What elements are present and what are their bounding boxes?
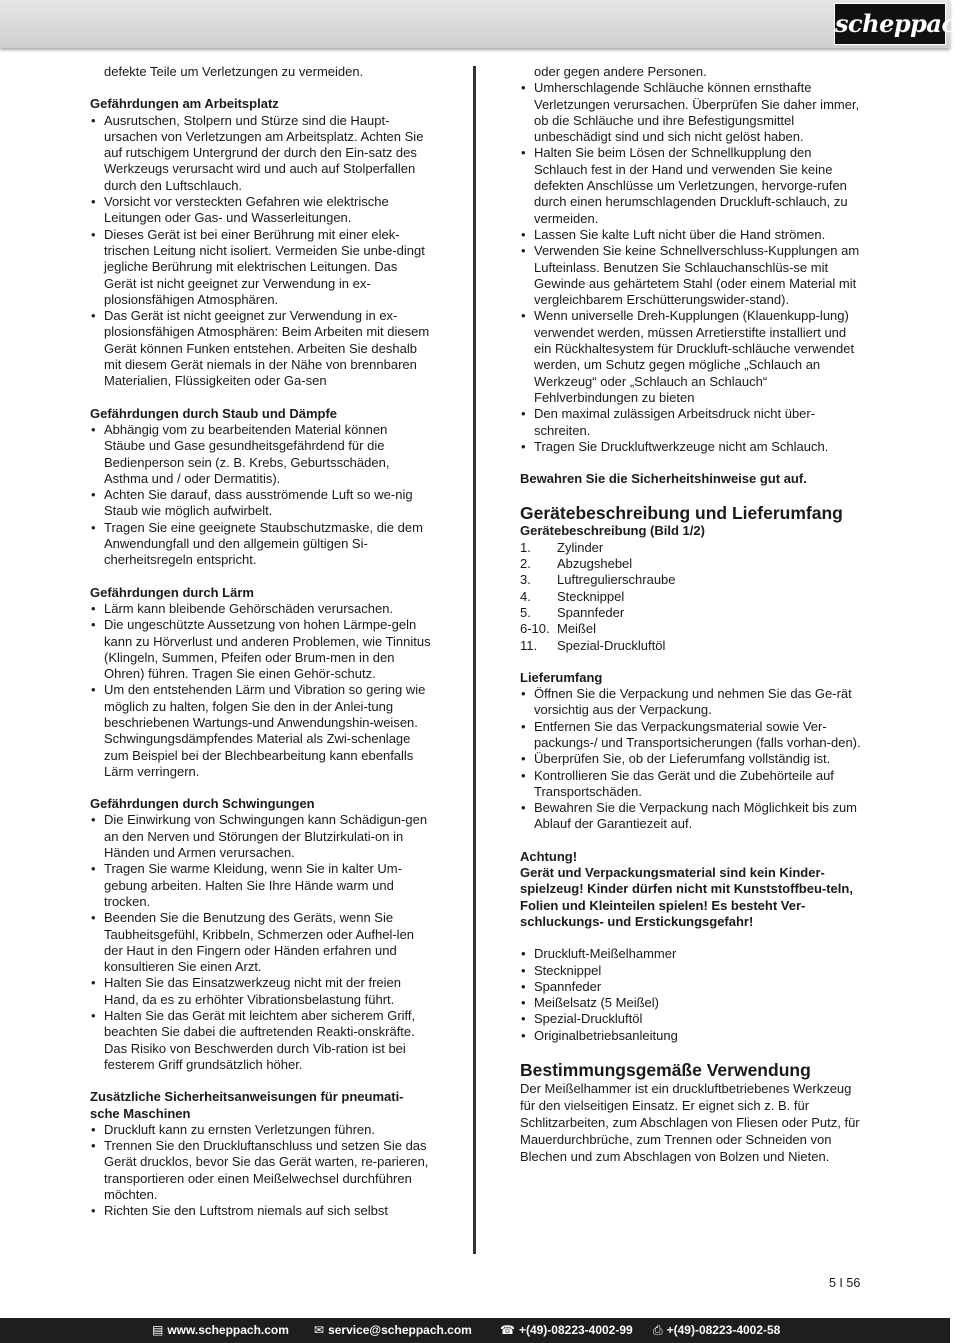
footer-phone[interactable]: ☎ +(49)-08223-4002-99	[500, 1323, 633, 1337]
part-item	[520, 621, 862, 637]
part-label: Spannfeder	[557, 604, 625, 620]
list-item: • Halten Sie das Gerät mit leichtem aber sicherem Griff, beachten Sie dabei die auftretenden Reakti-onskräfte. Das Risiko von Beschwerden durch Vib-ration ist bei festerem Griff grundsätzlich höher.	[90, 1008, 432, 1073]
list-item: • Abhängig vom zu bearbeitenden Material können Stäube und Gase gesundheitsgefährdend für die Bedienperson sein (z. B. Krebs, Geburtsschäden, Asthma und / oder Dermatitis).	[90, 422, 432, 487]
list-item: • Ausrutschen, Stolpern und Stürze sind die Haupt-ursachen von Verletzungen am Arbeitsplatz. Achten Sie auf rutschigem Untergrund der durch den Ein-satz des Werkzeugs verursacht wird und auch auf Stolperfallen durch den Luftschlauch.	[90, 113, 432, 194]
footer-bar	[0, 1318, 950, 1343]
list-item: • Trennen Sie den Druckluftanschluss und setzen Sie das Gerät drucklos, bevor Sie das Gerät warten, re-parieren, transportieren oder einen Meißelwechsel durchführen möchten.	[90, 1138, 432, 1203]
part-number: 11.	[520, 637, 538, 653]
section-heading: Gefährdungen durch Lärm	[90, 584, 254, 600]
list-item: • Die Einwirkung von Schwingungen kann Schädigun-gen an den Nerven und Störungen der Blutzirkulati-on in Händen und Armen verursachen.	[90, 812, 432, 861]
part-item	[520, 589, 862, 605]
list-item: • Tragen Sie eine geeignete Staubschutzmaske, die dem Anwendungfall und den allgemein gültigen Si-cherheitsregeln entspricht.	[90, 520, 432, 569]
part-item	[520, 556, 862, 572]
header-bar	[0, 0, 973, 48]
list-item: • Verwenden Sie keine Schnellverschluss-Kupplungen am Lufteinlass. Benutzen Sie Schlauchanschlüs-se mit Gewinde aus gehärtetem Stahl (oder einem Material mit vergleichbarem Erschütterungswider-stand).	[520, 243, 862, 308]
list-item: • Druckluft-Meißelhammer	[520, 946, 862, 962]
footer-fax[interactable]: ⎙ +(49)-08223-4002-58	[653, 1323, 781, 1337]
part-number: 1.	[520, 539, 531, 555]
list-item: • Das Gerät ist nicht geeignet zur Verwendung in ex-plosionsfähigen Atmosphären: Beim Arbeiten mit diesem Gerät können Funken entstehen. Arbeiten Sie deshalb mit diesem Gerät niemals in der Nähe von brennbaren Materialien, Flüssigkeiten oder Ga-sen	[90, 308, 432, 389]
part-label: Luftregulierschraube	[557, 572, 676, 588]
section-title-intended-use: Bestimmungsgemäße Verwendung	[520, 1060, 811, 1081]
list-item: • Lassen Sie kalte Luft nicht über die Hand strömen.	[520, 227, 862, 243]
list-item: • Um den entstehenden Lärm und Vibration so gering wie möglich zu halten, folgen Sie den in der Anlei-tung beschriebenen Wartungs-und Anwendungshin-weisen. Schwingungsdämpfendes Material als Zwi-schenlage zum Beispiel bei der Blechbearbeitung kann ebenfalls Lärm verringern.	[90, 682, 432, 780]
list-item: • Überprüfen Sie, ob der Lieferumfang vollständig ist.	[520, 751, 862, 767]
contents-list	[520, 946, 862, 1044]
list-item: • Bewahren Sie die Verpackung nach Möglichkeit bis zum Ablauf der Garantiezeit auf.	[520, 800, 862, 833]
device-subtitle: Gerätebeschreibung (Bild 1/2)	[520, 523, 705, 539]
bullet-list	[90, 113, 432, 390]
part-number: 6-10.	[520, 621, 550, 637]
list-item: • Beenden Sie die Benutzung des Geräts, wenn Sie Taubheitsgefühl, Kribbeln, Schmerzen oder Aufhel-len der Haut in den Fingern oder Händen erfahren und konsultieren Sie einen Arzt.	[90, 910, 432, 975]
list-item: • Halten Sie beim Lösen der Schnellkupplung den Schlauch fest in der Hand und verwenden Sie keine defekten Anschlüsse um Verletzungen, hervorge-rufen durch einen herumschlagenden Druckluft-schlauch, zu vermeiden.	[520, 145, 862, 226]
bullet-list	[90, 1122, 432, 1220]
fax-icon: ⎙	[653, 1323, 663, 1337]
list-item: • Wenn universelle Dreh-Kupplungen (Klauenkupp-lung) verwendet werden, müssen Arretierstifte installiert und ein Rückhaltesystem für Druckluft-schläuche verwendet werden, um Schutz gegen mögliche „Schlauch an Werkzeug“ oder „Schlauch an Schlauch“ Fehlverbindungen zu bieten	[520, 308, 862, 406]
section-heading: Gefährdungen durch Staub und Dämpfe	[90, 405, 338, 421]
phone-icon: ☎	[500, 1323, 515, 1337]
list-item: • Meißelsatz (5 Meißel)	[520, 995, 862, 1011]
footer-web[interactable]: ▤ www.scheppach.com	[152, 1323, 289, 1337]
part-item	[520, 638, 862, 654]
part-label: Stecknippel	[557, 588, 625, 604]
delivery-heading: Lieferumfang	[520, 669, 603, 685]
section-heading: Gefährdungen durch Schwingungen	[90, 796, 315, 812]
column-divider	[473, 66, 476, 1254]
warning-text: Gerät und Verpackungsmaterial sind kein Kinder-spielzeug! Kinder dürfen nicht mit Kunststoffbeu-teln, Folien und Kleinteilen spielen! Es besteht Ver-schluckungs- und Erstickungsgefahr!	[520, 865, 853, 929]
part-item	[520, 572, 862, 588]
bullet-list	[90, 601, 432, 780]
list-item: • Entfernen Sie das Verpackungsmaterial sowie Ver-packungs-/ und Transportsicherungen (falls vorhan-den).	[520, 719, 862, 752]
list-item: • Die ungeschützte Aussetzung von hohen Lärmpe-geln kann zu Hörverlust und anderen Problemen, wie Tinnitus (Klingeln, Summen, Pfeifen oder Brum-men in den Ohren) führen. Tragen Sie einen Gehör-schutz.	[90, 617, 432, 682]
part-label: Meißel	[557, 621, 597, 637]
section-heading: Gefährdungen am Arbeitsplatz	[90, 96, 279, 112]
list-item: • Achten Sie darauf, dass ausströmende Luft so we-nig Staub wie möglich aufwirbelt.	[90, 487, 432, 520]
intended-use-text: Der Meißelhammer ist ein druckluftbetriebenes Werkzeug für den vielseitigen Einsatz. Er eignet sich z. B. für Schlitzarbeiten, zum Abschlagen von Fliesen oder Putz, für Mauerdurchbrüche, zum Trennen oder Schneiden von Blechen und zum Abschlagen von Bolzen und Nieten.	[520, 1081, 860, 1165]
parts-list	[520, 540, 862, 654]
list-item: • Vorsicht vor versteckten Gefahren wie elektrische Leitungen oder Gas- und Wasserleitungen.	[90, 194, 432, 227]
part-number: 3.	[520, 572, 531, 588]
mail-icon: ✉	[314, 1323, 325, 1337]
list-item: • Umherschlagende Schläuche können ernsthafte Verletzungen verursachen. Überprüfen Sie daher immer, ob die Schläuche und ihre Befestigungsmittel unbeschädigt sind und sich nicht gelöst haben.	[520, 80, 862, 145]
list-item: • Originalbetriebsanleitung	[520, 1028, 862, 1044]
part-number: 4.	[520, 588, 531, 604]
part-number: 5.	[520, 604, 531, 620]
list-item: • Den maximal zulässigen Arbeitsdruck nicht über-schreiten.	[520, 406, 862, 439]
list-item: • Spannfeder	[520, 979, 862, 995]
list-item: • Richten Sie den Luftstrom niemals auf sich selbst	[90, 1203, 432, 1219]
continuation-text: oder gegen andere Personen.	[534, 64, 707, 79]
list-item: • Dieses Gerät ist bei einer Berührung mit einer elek-trischen Leitung nicht isoliert. Vermeiden Sie unbe-dingt jegliche Berührung mit elektrischen Leitungen. Das Gerät ist nicht geeignet zur Verwendung in ex-plosionsfähigen Atmosphären.	[90, 227, 432, 308]
section-title-device: Gerätebeschreibung und Lieferumfang	[520, 503, 843, 524]
part-item	[520, 540, 862, 556]
list-item: • Tragen Sie warme Kleidung, wenn Sie in kalter Um-gebung arbeiten. Halten Sie Ihre Hände warm und trocken.	[90, 861, 432, 910]
bullet-list	[90, 812, 432, 1073]
right-column	[520, 64, 862, 1165]
monitor-icon: ▤	[152, 1323, 164, 1337]
bullet-list	[520, 686, 862, 833]
list-item: • Druckluft kann zu ernsten Verletzungen führen.	[90, 1122, 432, 1138]
part-number: 2.	[520, 556, 531, 572]
list-item: • Tragen Sie Druckluftwerkzeuge nicht am Schlauch.	[520, 439, 862, 455]
part-label: Zylinder	[557, 539, 604, 555]
warning-title: Achtung!	[520, 848, 578, 864]
bullet-list	[90, 422, 432, 569]
continuation-text: defekte Teile um Verletzungen zu vermeiden.	[104, 64, 364, 79]
list-item: • Spezial-Druckluftöl	[520, 1011, 862, 1027]
left-column	[90, 64, 432, 1220]
list-item: • Stecknippel	[520, 963, 862, 979]
list-item: • Lärm kann bleibende Gehörschäden verursachen.	[90, 601, 432, 617]
scheppach-logo: scheppach	[834, 3, 946, 45]
part-label: Spezial-Druckluftöl	[557, 637, 666, 653]
section-heading: Zusätzliche Sicherheitsanweisungen für pneumati-sche Maschinen	[90, 1089, 404, 1121]
list-item: • Halten Sie das Einsatzwerkzeug nicht mit der freien Hand, da es zu erhöhter Vibrationsbelastung führt.	[90, 975, 432, 1008]
bullet-list	[520, 80, 862, 455]
footer-email[interactable]: ✉ service@scheppach.com	[314, 1323, 472, 1337]
part-item	[520, 605, 862, 621]
keep-instructions-note: Bewahren Sie die Sicherheitshinweise gut auf.	[520, 471, 807, 487]
page-number: 5 I 56	[829, 1276, 861, 1290]
list-item: • Öffnen Sie die Verpackung und nehmen Sie das Ge-rät vorsichtig aus der Verpackung.	[520, 686, 862, 719]
part-label: Abzugshebel	[557, 556, 633, 572]
list-item: • Kontrollieren Sie das Gerät und die Zubehörteile auf Transportschäden.	[520, 768, 862, 801]
